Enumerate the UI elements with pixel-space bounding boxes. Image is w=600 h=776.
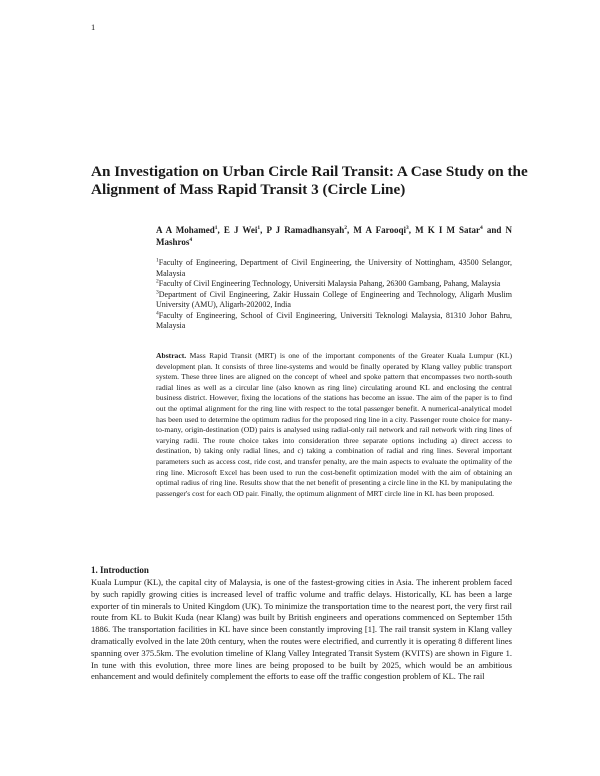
author-name: M A Farooqi [353,225,406,235]
author-affiliation-marker: 2 [344,225,348,231]
author-name: M K I M Satar [415,225,481,235]
affiliation-text: Department of Civil Engineering, Zakir Hussain College of Engineering and Technology, Aligarh Muslim University (AMU), Aligarh-202002, India [156,289,512,309]
author-separator: , [260,225,267,235]
affiliation-text: Faculty of Engineering, School of Civil Engineering, Universiti Teknologi Malaysia, 81310 Johor Bahru, Malaysia [156,310,512,330]
abstract [156,351,512,499]
author-name: E J Wei [223,225,258,235]
author-affiliation-marker: 1 [257,225,261,231]
affiliation-marker: 3 [156,288,159,295]
author-name: P J Ramadhansyah [266,225,345,235]
affiliation-text: Faculty of Civil Engineering Technology, Universiti Malaysia Pahang, 26300 Gambang, Pahang, Malaysia [158,279,501,288]
affiliation-marker: 2 [156,278,159,285]
author-affiliation-marker: 4 [480,225,483,231]
page-number: 1 [91,22,96,32]
author-affiliation-marker: 4 [189,237,193,243]
affiliation [156,311,512,332]
affiliation [156,290,512,311]
affiliation-text: Faculty of Engineering, Department of Civil Engineering, the University of Nottingham, 43500 Selangor, Malaysia [156,258,512,278]
author-list [156,224,512,248]
affiliation-marker: 1 [156,257,159,264]
affiliation [156,279,512,290]
abstract-text: Mass Rapid Transit (MRT) is one of the important components of the Greater Kuala Lumpur (KL) development plan. It consists of three line-systems and would be finally operated by Klang valley public transport system. These three lines are aligned on the concept of wheel and spoke pattern that encompasses two north-south radial lines as well as a circular line (also known as ring line) circulating around KL and enclosing the central business district. However, fixing the locations of the stations has become an issue. The aim of the paper is to find out the optimal alignment for the ring line with respect to the total passenger benefit. A numerical-analytical model has been used to determine the optimum radius for the proposed ring line in a city. Passenger route choice for many-to-many, origin-destination (OD) pairs is analysed using radial-only rail network and rail network with ring lines of varying radii. The route choice takes into consideration three separate options including a) direct access to destination, b) taking only radial lines, and c) taking a combination of radial and ring lines. Several important parameters such as access cost, ride cost, and transfer penalty, are the main aspects to evaluate the optimality of the ring line. Microsoft Excel has been used to run the cost-benefit optimization model with the aim of obtaining an optimal radius of ring line. Results show that the net benefit of presenting a circle line in the KL by manipulating the passenger's cost for each OD pair. Finally, the optimum alignment of MRT circle line in KL has been proposed. [156,351,512,498]
paper-title: An Investigation on Urban Circle Rail Transit: A Case Study on the Alignment of Mass Rapid Transit 3 (Circle Line) [91,163,528,198]
section-heading-introduction: 1. Introduction [91,565,149,575]
affiliation-list [156,258,512,332]
author-affiliation-marker: 1 [214,225,218,231]
abstract-label: Abstract. [156,351,187,360]
author-name: N Mashros [156,225,513,247]
author-separator: , [217,225,224,235]
author-final-joiner: and [486,225,506,235]
author-name: A A Mohamed [156,225,215,235]
author-separator: , [347,225,354,235]
author-affiliation-marker: 3 [405,225,409,231]
introduction-paragraph: Kuala Lumpur (KL), the capital city of Malaysia, is one of the fastest-growing cities in Asia. The inherent problem faced by such rapidly growing cities is increased level of traffic volume and traffic delays. Historically, KL has been a large exporter of tin minerals to United Kingdom (UK). To minimize the transportation time to the nearest port, the very first rail route from KL to Bukit Kuda (near Klang) was built by British engineers and operations commenced on September 15th 1886. The transportation facilities in KL have since been constantly improving [1]. The rail transit system in Klang valley dramatically evolved in the late 20th century, when the routes were electrified, and currently it is operating 8 different lines spanning over 375.5km. The evolution timeline of Klang Valley Integrated Transit System (KVITS) are shown in Figure 1. In tune with this evolution, three more lines are being proposed to be built by 2025, which would be an ambitious enhancement and would definitely complement the efforts to ease off the traffic congestion problem of KL. The rail [91,577,512,682]
affiliation [156,258,512,279]
author-separator: , [408,225,416,235]
affiliation-marker: 4 [156,309,159,316]
